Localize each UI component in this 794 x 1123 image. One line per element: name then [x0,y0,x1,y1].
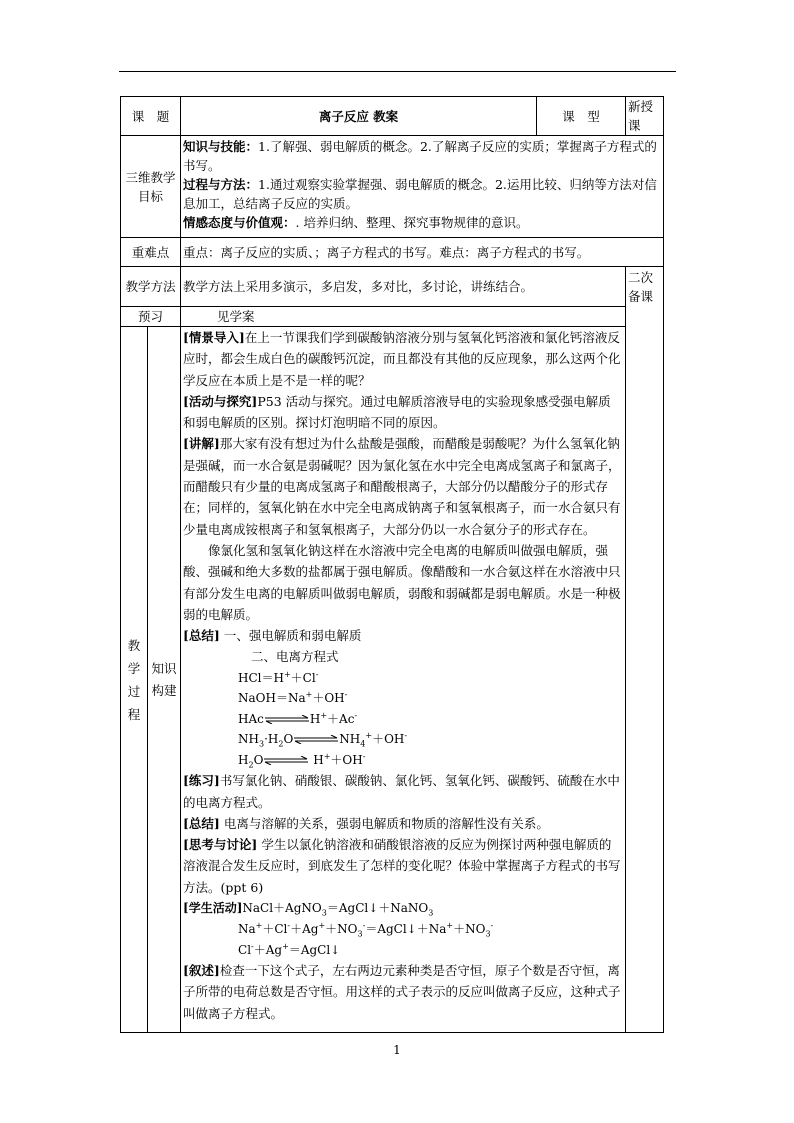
summary-tag: [总结] [183,628,220,644]
equation-hac: HAc H+＋Ac- [238,710,358,726]
process-text: 1.通过观察实验掌握强、弱电解质的概念。2.运用比较、归纳等方法对信息加工，总结离子反应的实质。 [183,177,657,211]
lesson-plan-table [120,96,664,1033]
student-activity-eq-2: $Na^++Cl^-+Ag^++NO_3^-=AgCl↓+Na^++NO_3^-$ [238,921,494,939]
type-label: 课 型 [537,97,626,136]
equation-water: $H_2O$ H+＋OH- [238,751,366,770]
keypoints-label: 重难点 [121,238,181,267]
equation-hcl: HCl＝H+＋Cl- [238,669,319,685]
preview-row [121,307,664,327]
lecture-text-2: 像氯化氢和氢氧化钠这样在水溶液中完全电离的电解质叫做强电解质，强酸、强碱和绝大多数的盐都属于强电解质。像醋酸和一水合氨这样在水溶液中只有部分发生电离的电解质叫做弱电解质，弱酸和弱碱都是弱电解质。水是一种极弱的电解质。 [183,542,621,622]
keypoints-text: 重点：离子反应的实质、；离子方程式的书写。难点：离子方程式的书写。 [181,238,664,267]
narration-text: 检查一下这个式子，左右两边元素种类是否守恒，原子个数是否守恒，离子所带的电荷总数是否守恒。用这样的式子表示的反应叫做离子反应，这种式子叫做离子方程式。 [183,963,621,1021]
title-row [121,97,664,136]
goals-content [181,136,664,238]
preview-label: 预习 [121,307,181,327]
summary-line-2: 二、电离方程式 [251,649,339,665]
header-rule [119,71,676,72]
practice-tag: [练习] [183,773,220,789]
equation-nh3: $NH_3\cdot H_2O$ $NH_4^++OH^-$ [238,731,408,749]
knowledge-text: 1.了解强、弱电解质的概念。2.了解离子反应的实质；掌握离子方程式的书写。 [183,139,657,173]
type-value: 新授课 [626,97,664,136]
lesson-label: 课 题 [121,97,181,136]
method-label: 教学方法 [121,267,181,307]
intro-tag: [情景导入] [183,330,245,345]
lecture-tag: [讲解] [183,436,220,452]
method-text: 教学方法上采用多演示，多启发，多对比，多讨论，讲练结合。 [181,267,626,307]
goals-label: 三维教学目标 [121,136,181,238]
second-prep-label: 二次备课 [626,267,664,1033]
practice-text: 书写氯化钠、硝酸银、碳酸钠、氯化钙、氢氧化钙、碳酸钙、硫酸在水中的电离方程式。 [183,773,620,810]
reversible-arrow-icon [263,756,309,765]
preview-text: 见学案 [181,307,626,327]
reversible-arrow-icon [264,715,310,724]
reversible-arrow-icon [293,735,339,744]
intro-text: 在上一节课我们学到碳酸钠溶液分别与氢氧化钙溶液和氯化钙溶液反应时，都会生成白色的碳酸钙沉淀，而且都没有其他的反应现象，那么这两个化学反应在本质上是不是一样的呢？ [183,330,621,388]
process-row [121,327,664,1033]
attitude-head: 情感态度与价值观： [183,215,296,230]
knowledge-build-label: 知识构建 [148,327,181,1033]
lesson-title: 离子反应 教案 [181,97,537,136]
process-label: 教学过程 [121,327,148,1033]
process-head: 过程与方法： [183,177,259,192]
knowledge-head: 知识与技能： [183,139,259,154]
page-number: 1 [393,1043,401,1057]
process-content [181,327,626,1033]
narration-tag: [叙述] [183,963,220,979]
equation-naoh: NaOH＝Na+＋OH- [238,690,348,706]
goals-row [121,136,664,238]
summary2-text: 电离与溶解的关系，强弱电解质和物质的溶解性没有关系。 [219,815,549,831]
keypoints-row [121,238,664,267]
student-activity-eq-3: Cl-＋Ag+＝AgCl↓ [238,941,341,957]
method-row [121,267,664,307]
summary2-tag: [总结] [183,815,220,831]
lecture-text: 那大家有没有想过为什么盐酸是强酸，而醋酸是弱酸呢？为什么氢氧化钠是强碱，而一水合氨是弱碱呢？因为氯化氢在水中完全电离成氢离子和氯离子，而醋酸只有少量的电离成氢离子和醋酸根离子，大部分仍以醋酸分子的形式存在；同样的，氢氧化钠在水中完全电离成钠离子和氢氧根离子，而一水合氨只有少量电离成铵根离子和氢氧根离子，大部分仍以一水合氨分子的形式存在。 [183,436,621,537]
attitude-text: . 培养归纳、整理、探究事物规律的意识。 [295,215,529,230]
think-text: 学生以氯化钠溶液和硝酸银溶液的反应为例探讨两种强电解质的溶液混合发生反应时，到底发生了怎样的变化呢？体验中掌握离子方程式的书写方法。(ppt 6) [183,837,621,895]
think-tag: [思考与讨论] [183,837,258,853]
summary-line-1: 一、强电解质和弱电解质 [219,628,362,644]
explore-tag: [活动与探究] [183,393,258,409]
student-activity-eq-1: [学生活动]NaCl＋AgNO$_3$＝AgCl↓＋NaNO$_3$ [183,901,434,918]
explore-text: P53 活动与探究。通过电解质溶液导电的实验现象感受强电解质和弱电解质的区别。探讨灯泡明暗不同的原因。 [183,393,611,431]
